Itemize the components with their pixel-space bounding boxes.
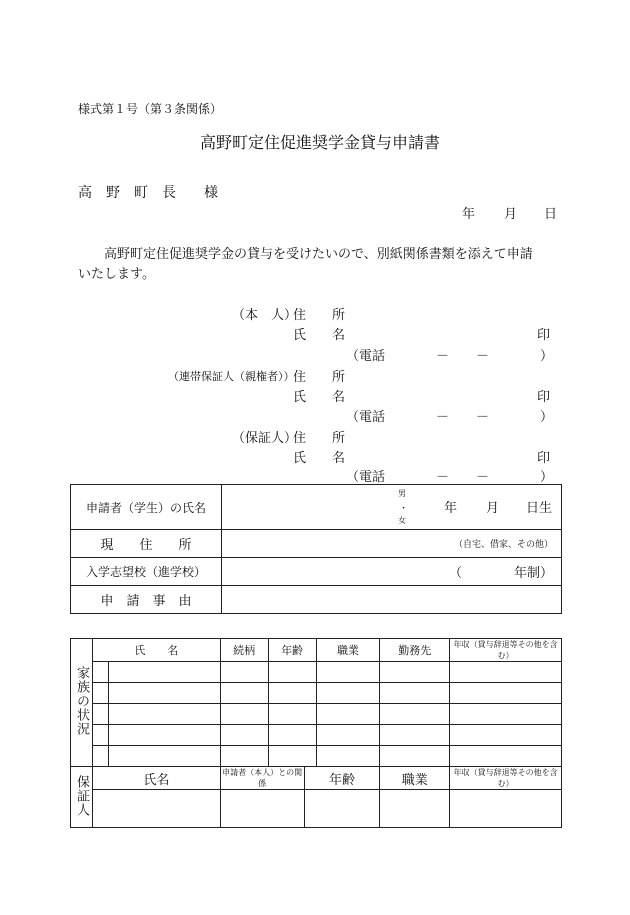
reason-label: 申 請 事 由 [71,586,222,614]
tel-dash: － [476,410,490,425]
header-relation: 続柄 [220,639,268,662]
family-status-label: 家族の状況 [71,639,93,767]
address-note: （自宅、借家、その他） [453,540,553,550]
body-text-line1: 高野町定住促進奨学金の貸与を受けたいので、別紙関係書類を添えて申請 [104,247,533,262]
tel-label: （電話 [346,410,386,425]
gender-female[interactable]: 女 [398,516,406,525]
applicant-name-cell[interactable] [222,485,562,530]
table-row [71,725,562,746]
seal-mark: 印 [537,328,551,343]
gender-dot: ・ [399,504,409,514]
header-workplace: 勤務先 [380,639,450,662]
date-year: 年 [462,207,476,222]
tel-dash: － [476,349,490,364]
guarantor-header-relation: 申請者（本人）との関係 [222,768,303,788]
party-address-label: 住 所 [293,370,346,385]
guarantor-header-name: 氏名 [92,767,220,790]
school-cell[interactable] [222,558,562,586]
guarantor-header-age: 年齢 [304,767,380,790]
table-row [71,746,562,767]
party-role-self: （本 人） [232,308,298,323]
guarantor-header-occupation: 職業 [380,767,450,790]
seal-mark: 印 [537,390,551,405]
party-name-label: 氏 名 [293,451,346,466]
gender-male[interactable]: 男 [398,489,406,498]
tel-close: ） [540,349,554,364]
body-text-line2: いたします。 [78,267,155,282]
birth-month: 月 [486,501,500,516]
tel-label: （電話 [346,470,386,485]
tel-dash: － [436,470,450,485]
party-address-label: 住 所 [293,308,346,323]
tel-dash: － [436,349,450,364]
table-row [71,790,562,828]
party-name-label: 氏 名 [293,328,346,343]
birth-year: 年 [444,501,458,516]
address-cell[interactable] [222,530,562,558]
birth-day: 日生 [526,501,553,516]
applicant-table [70,484,562,614]
table-row [71,662,562,683]
school-years: （ 年制） [448,566,553,581]
party-role-guarantor: （保証人） [232,431,298,446]
party-name-label: 氏 名 [293,390,346,405]
date-day: 日 [544,207,558,222]
header-income: 年収（貸与辞退等その他を含む） [450,639,562,662]
table-row [71,704,562,725]
tel-dash: － [476,470,490,485]
address-label: 現 住 所 [71,530,222,558]
header-name: 氏 名 [92,639,220,662]
seal-mark: 印 [537,451,551,466]
form-number: 様式第１号（第３条関係） [78,102,223,116]
tel-close: ） [540,410,554,425]
tel-close: ） [540,470,554,485]
page-title: 高野町定住促進奨学金貸与申請書 [200,133,441,152]
party-address-label: 住 所 [293,431,346,446]
table-row [71,683,562,704]
reason-cell[interactable] [222,586,562,614]
header-age: 年齢 [268,639,316,662]
family-table [70,638,562,828]
header-occupation: 職業 [316,639,380,662]
tel-dash: － [436,410,450,425]
applicant-name-label: 申請者（学生）の氏名 [71,485,222,530]
guarantor-header-income: 年収（貸与辞退等その他を含む） [450,767,562,790]
tel-label: （電話 [346,349,386,364]
addressee: 高 野 町 長 様 [78,185,218,201]
party-role-joint-guarantor: （連帯保証人（親権者）） [168,370,295,383]
school-label: 入学志望校（進学校） [71,558,222,586]
guarantor-label: 保証人 [71,767,93,828]
date-month: 月 [504,207,518,222]
